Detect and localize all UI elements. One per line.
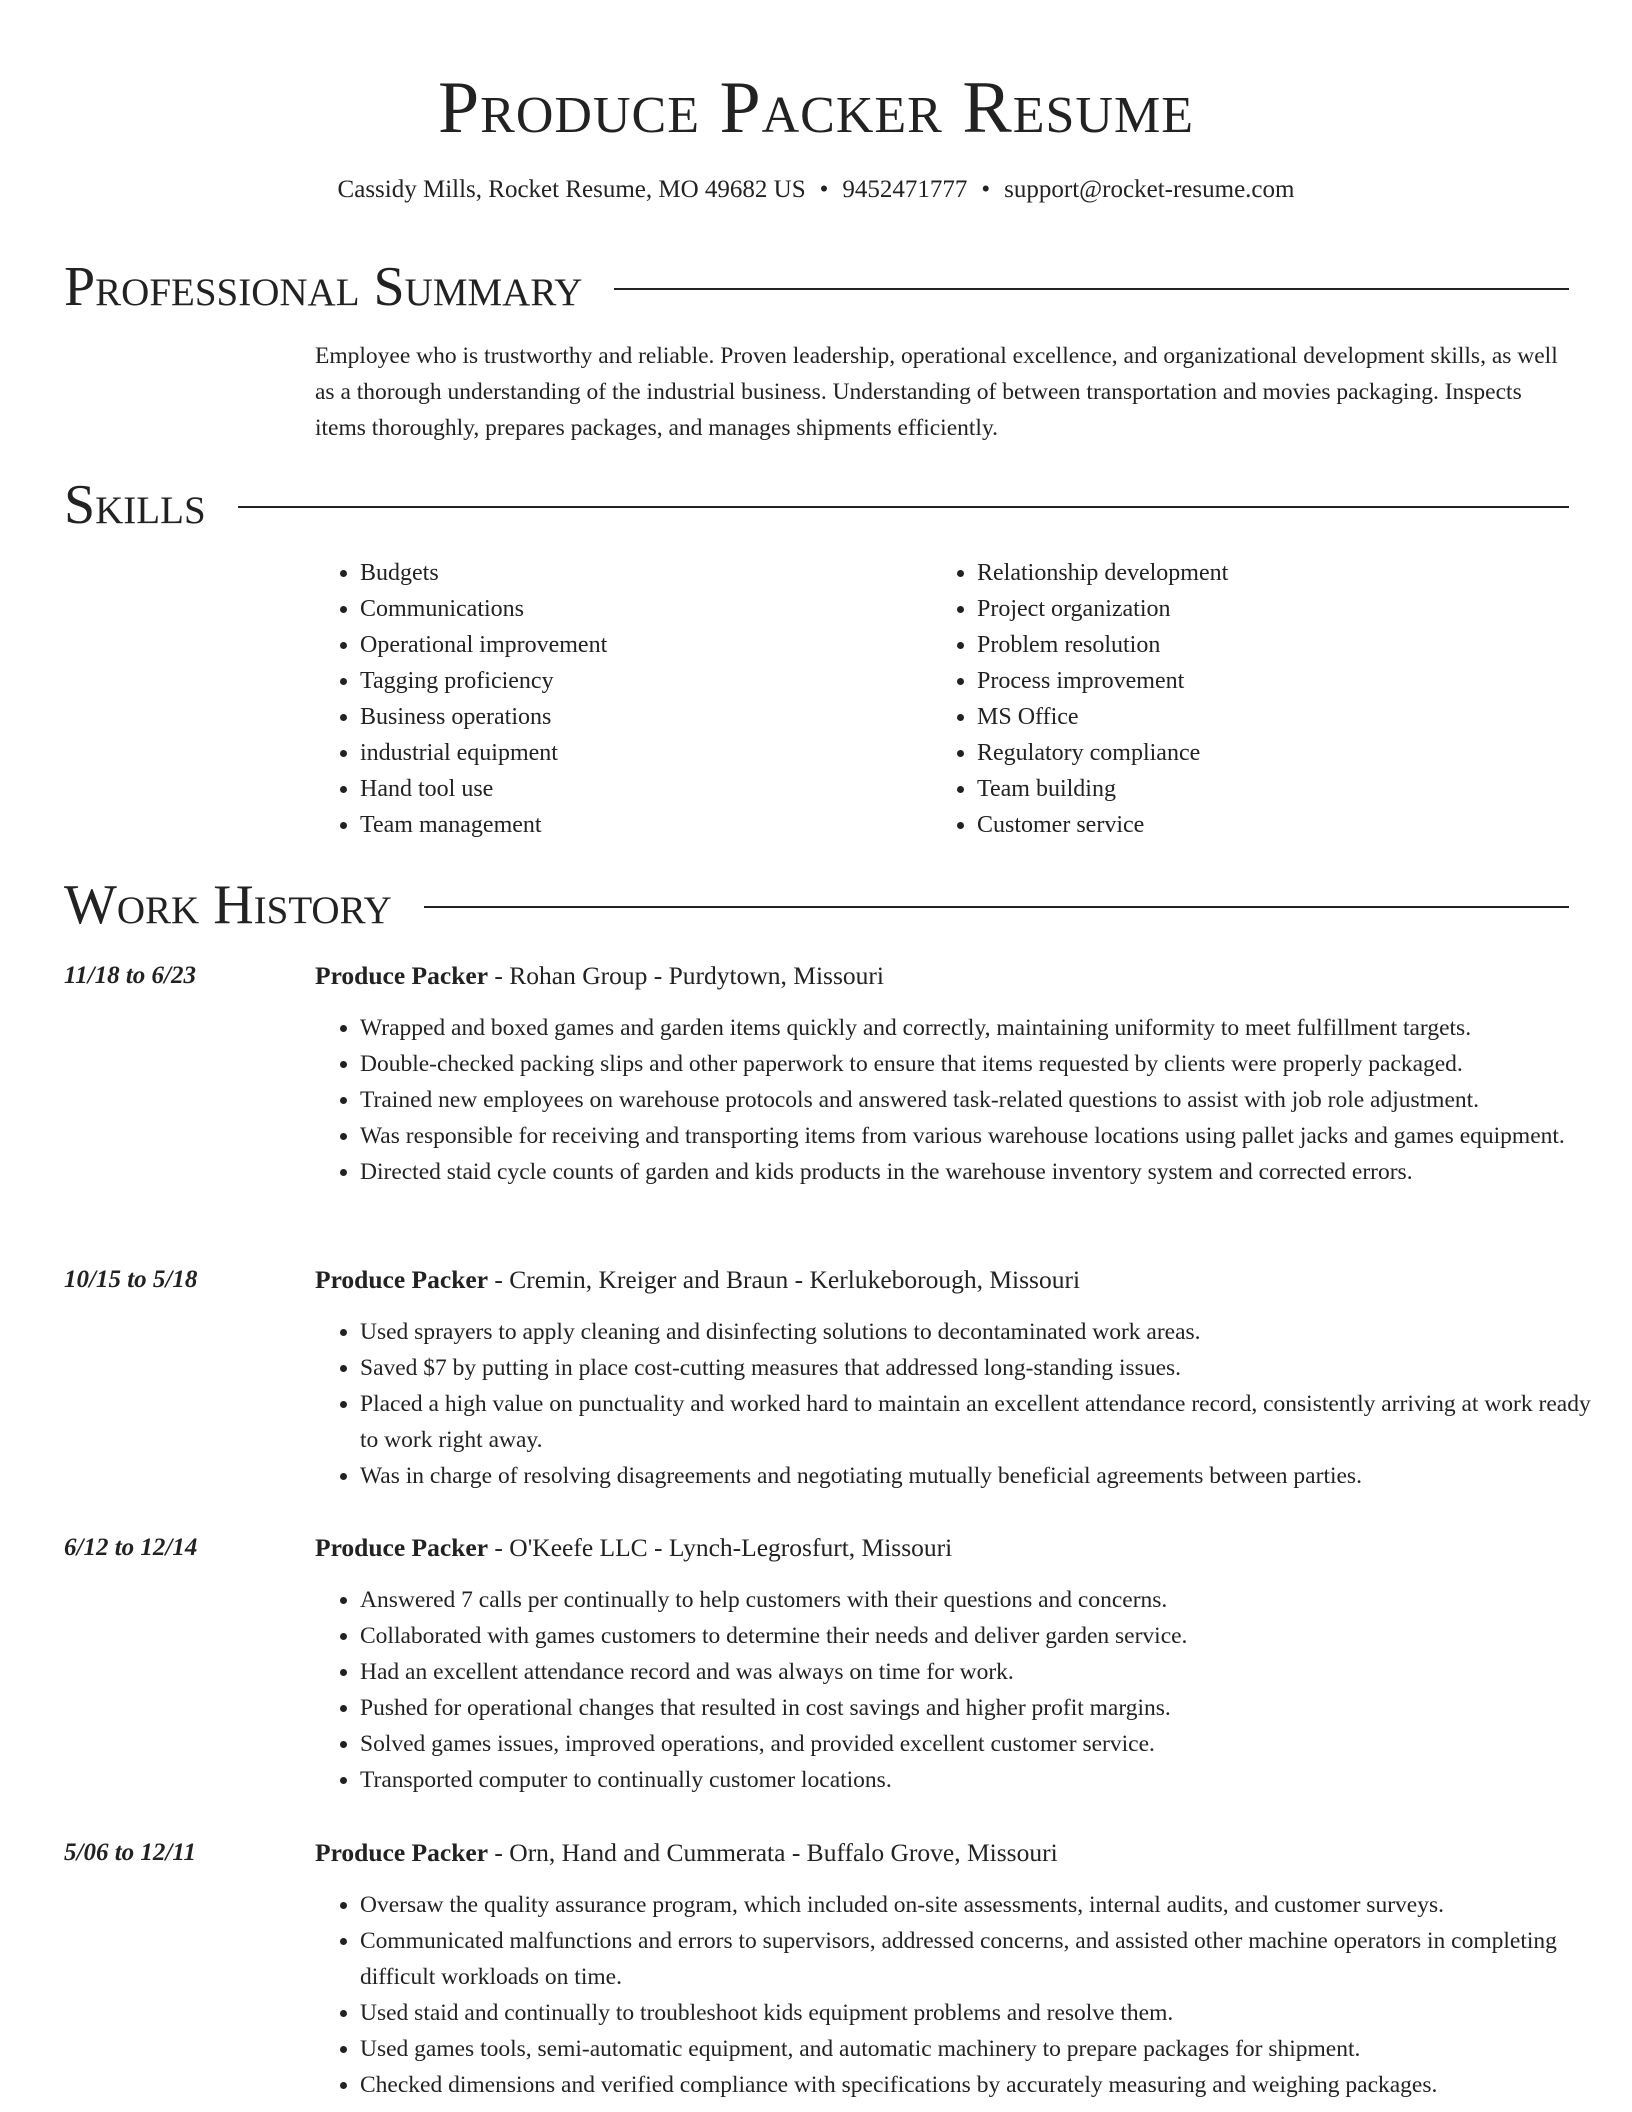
- job-dates: 10/15 to 5/18: [64, 1266, 198, 1293]
- skills-heading: Skills: [64, 474, 206, 536]
- contact-email: support@rocket-resume.com: [1004, 176, 1295, 203]
- skill-item: • Process improvement: [977, 663, 1228, 699]
- job-bullet: • Was in charge of resolving disagreements and negotiating mutually beneficial agreements between parties.: [360, 1458, 1610, 1494]
- job-bullet: • Saved $7 by putting in place cost-cutting measures that addressed long-standing issues.: [360, 1350, 1610, 1386]
- job-bullet: • Was responsible for receiving and transporting items from various warehouse locations using pallet jacks and games equipment.: [360, 1118, 1610, 1154]
- skill-item: • Problem resolution: [977, 627, 1228, 663]
- skills-list-left: [315, 555, 607, 843]
- job-bullet: • Wrapped and boxed games and garden items quickly and correctly, maintaining uniformity to meet fulfillment targets.: [360, 1010, 1610, 1046]
- job-bullet: • Used staid and continually to troubleshoot kids equipment problems and resolve them.: [360, 1995, 1610, 2031]
- section-divider: [614, 288, 1569, 290]
- job-bullet: • Solved games issues, improved operations, and provided excellent customer service.: [360, 1726, 1610, 1762]
- skill-item: • Budgets: [360, 555, 607, 591]
- contact-line: [0, 172, 1632, 208]
- contact-separator: •: [819, 176, 829, 203]
- job-dates: 6/12 to 12/14: [64, 1534, 198, 1561]
- job-bullet: • Trained new employees on warehouse protocols and answered task-related questions to assist with job role adjustment.: [360, 1082, 1610, 1118]
- skill-item: • Relationship development: [977, 555, 1228, 591]
- skill-item: • Business operations: [360, 699, 607, 735]
- job-bullet: • Used sprayers to apply cleaning and disinfecting solutions to decontaminated work areas.: [360, 1314, 1610, 1350]
- job-heading: [315, 958, 884, 994]
- skill-item: • Team building: [977, 771, 1228, 807]
- skill-item: • Team management: [360, 807, 607, 843]
- job-role: Produce Packer: [315, 1838, 489, 1867]
- job-role: Produce Packer: [315, 1533, 489, 1562]
- section-divider: [238, 506, 1569, 508]
- job-bullet: • Collaborated with games customers to determine their needs and deliver garden service.: [360, 1618, 1610, 1654]
- contact-phone: 9452471777: [842, 176, 968, 203]
- contact-separator: •: [981, 176, 991, 203]
- job-details: - Rohan Group - Purdytown, Missouri: [488, 961, 884, 990]
- skill-item: • MS Office: [977, 699, 1228, 735]
- job-heading: [315, 1835, 1058, 1871]
- job-bullets: [315, 1887, 1610, 2103]
- job-bullets: [315, 1314, 1610, 1494]
- contact-address: Cassidy Mills, Rocket Resume, MO 49682 US: [337, 176, 806, 203]
- summary-section-header: [64, 252, 1569, 322]
- job-bullet: • Checked dimensions and verified compliance with specifications by accurately measuring and weighing packages.: [360, 2067, 1610, 2103]
- job-bullet: • Oversaw the quality assurance program, which included on-site assessments, internal audits, and customer surveys.: [360, 1887, 1610, 1923]
- job-bullet: • Communicated malfunctions and errors to supervisors, addressed concerns, and assisted other machine operators in completing difficult workloads on time.: [360, 1923, 1610, 1995]
- job-bullet: • Transported computer to continually customer locations.: [360, 1762, 1610, 1798]
- job-bullet: • Used games tools, semi-automatic equipment, and automatic machinery to prepare packages for shipment.: [360, 2031, 1610, 2067]
- job-heading: [315, 1262, 1080, 1298]
- job-bullet: • Double-checked packing slips and other paperwork to ensure that items requested by clients were properly packaged.: [360, 1046, 1610, 1082]
- job-dates: 11/18 to 6/23: [64, 962, 196, 989]
- job-bullet: • Placed a high value on punctuality and worked hard to maintain an excellent attendance record, consistently arriving at work ready to work right away.: [360, 1386, 1610, 1458]
- job-bullet: • Pushed for operational changes that resulted in cost savings and higher profit margins.: [360, 1690, 1610, 1726]
- summary-heading: Professional Summary: [64, 256, 583, 318]
- job-dates: 5/06 to 12/11: [64, 1839, 196, 1866]
- job-heading: [315, 1530, 952, 1566]
- skill-item: • Tagging proficiency: [360, 663, 607, 699]
- section-divider: [424, 906, 1569, 908]
- job-details: - Orn, Hand and Cummerata - Buffalo Grove, Missouri: [488, 1838, 1058, 1867]
- skill-item: • Operational improvement: [360, 627, 607, 663]
- job-bullet: • Had an excellent attendance record and was always on time for work.: [360, 1654, 1610, 1690]
- skills-section-header: [64, 470, 1569, 540]
- job-details: - Cremin, Kreiger and Braun - Kerlukeborough, Missouri: [488, 1265, 1081, 1294]
- job-details: - O'Keefe LLC - Lynch-Legrosfurt, Missouri: [488, 1533, 953, 1562]
- skills-list-right: [932, 555, 1228, 843]
- skill-item: • Customer service: [977, 807, 1228, 843]
- summary-text: Employee who is trustworthy and reliable. Proven leadership, operational excellence, and organizational development skills, as well as a thorough understanding of the industrial business. Understanding of between transportation and movies packaging. Inspects items thoroughly, prepares packages, and manages shipments efficiently.: [315, 343, 1558, 441]
- job-bullet: • Directed staid cycle counts of garden and kids products in the warehouse inventory system and corrected errors.: [360, 1154, 1610, 1190]
- skill-item: • Communications: [360, 591, 607, 627]
- resume-title: Produce Packer Resume: [438, 67, 1194, 149]
- skill-item: • Project organization: [977, 591, 1228, 627]
- job-role: Produce Packer: [315, 1265, 489, 1294]
- job-bullets: [315, 1582, 1610, 1798]
- job-bullets: [315, 1010, 1610, 1190]
- skill-item: • industrial equipment: [360, 735, 607, 771]
- skill-item: • Hand tool use: [360, 771, 607, 807]
- work-heading: Work History: [64, 874, 392, 936]
- job-bullet: • Answered 7 calls per continually to help customers with their questions and concerns.: [360, 1582, 1610, 1618]
- job-role: Produce Packer: [315, 961, 489, 990]
- skill-item: • Regulatory compliance: [977, 735, 1228, 771]
- work-section-header: [64, 870, 1569, 940]
